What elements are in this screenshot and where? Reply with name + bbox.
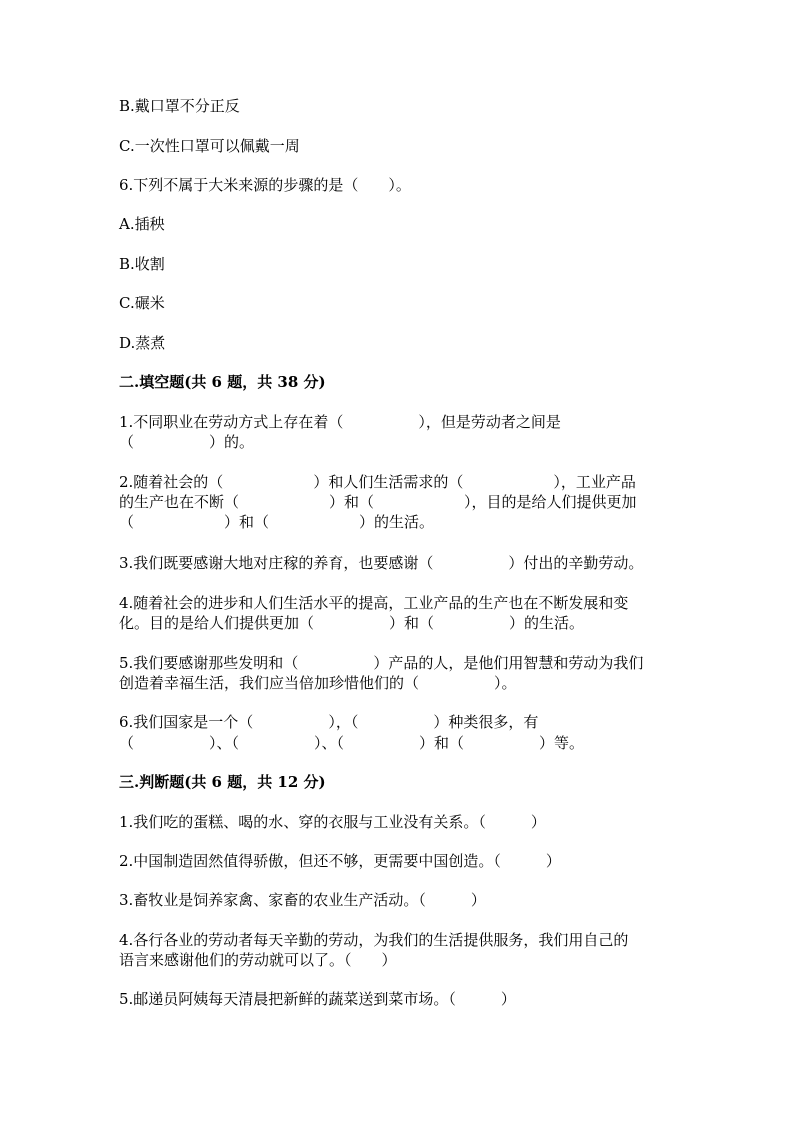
fill-question-5-cont: 创造着幸福生活，我们应当倍加珍惜他们的（ ）。 [119, 674, 517, 692]
fill-question-4-cont: 化。目的是给人们提供更加（ ）和（ ）的生活。 [119, 614, 585, 632]
fill-question-2-cont: （ ）和（ ）的生活。 [119, 513, 435, 531]
option-a: A.插秧 [119, 215, 165, 233]
tf-question-4-cont: 语言来感谢他们的劳动就可以了。（ ） [119, 951, 397, 969]
fill-question-2: 2.随着社会的（ ）和人们生活需求的（ ），工业产品 [119, 473, 636, 491]
fill-question-6: 6.我们国家是一个（ ），（ ）种类很多，有 [119, 713, 539, 731]
tf-question-4: 4.各行各业的劳动者每天辛勤的劳动，为我们的生活提供服务，我们用自己的 [119, 931, 629, 949]
fill-question-1-cont: （ ）的。 [119, 433, 255, 451]
question-stem: 6.下列不属于大米来源的步骤的是（ ）。 [119, 176, 411, 194]
fill-question-3: 3.我们既要感谢大地对庄稼的养育，也要感谢（ ）付出的辛勤劳动。 [119, 554, 644, 572]
fill-question-2-cont: 的生产也在不断（ ）和（ ），目的是给人们提供更加 [119, 493, 637, 511]
tf-question-3: 3.畜牧业是饲养家禽、家畜的农业生产活动。（ ） [119, 891, 486, 909]
fill-question-5: 5.我们要感谢那些发明和（ ）产品的人，是他们用智慧和劳动为我们 [119, 654, 644, 672]
tf-question-2: 2.中国制造固然值得骄傲，但还不够，更需要中国创造。（ ） [119, 852, 561, 870]
fill-question-4: 4.随着社会的进步和人们生活水平的提高，工业产品的生产也在不断发展和变 [119, 594, 629, 612]
option-c: C.碾米 [119, 294, 165, 312]
tf-question-5: 5.邮递员阿姨每天清晨把新鲜的蔬菜送到菜市场。（ ） [119, 990, 516, 1008]
fill-question-1: 1.不同职业在劳动方式上存在着（ ），但是劳动者之间是 [119, 413, 561, 431]
tf-question-1: 1.我们吃的蛋糕、喝的水、穿的衣服与工业没有关系。（ ） [119, 813, 546, 831]
section-heading-fill-blank: 二.填空题(共 6 题，共 38 分) [119, 373, 326, 391]
option-b: B.戴口罩不分正反 [119, 97, 240, 115]
option-b: B.收割 [119, 255, 165, 273]
option-c: C.一次性口罩可以佩戴一周 [119, 137, 300, 155]
option-d: D.蒸煮 [119, 334, 166, 352]
fill-question-6-cont: （ ）、（ ）、（ ）和（ ）等。 [119, 734, 585, 752]
section-heading-true-false: 三.判断题(共 6 题，共 12 分) [119, 773, 326, 791]
